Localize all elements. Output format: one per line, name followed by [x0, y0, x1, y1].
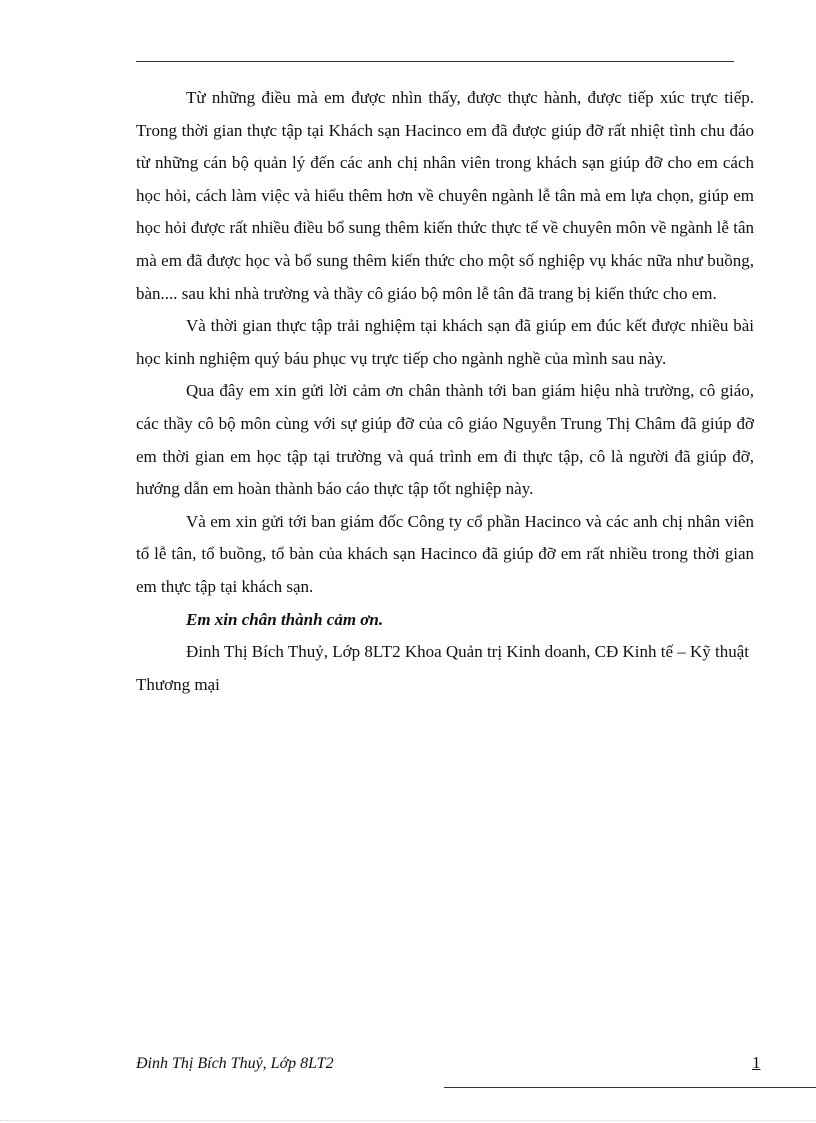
signature-line: Đinh Thị Bích Thuỷ, Lớp 8LT2 Khoa Quản trị Kinh doanh, CĐ Kinh tế – Kỹ thuật Thương mại [136, 642, 750, 694]
footer-rule [444, 1087, 816, 1088]
closing-line: Em xin chân thành cảm ơn. [186, 609, 384, 629]
paragraph-4: Và em xin gửi tới ban giám đốc Công ty cổ phần Hacinco và các anh chị nhân viên tổ lễ tân, tổ buồng, tổ bàn của khách sạn Hacinco đã giúp đỡ em rất nhiều trong thời gian em thực tập tại khách sạn. [136, 511, 754, 596]
footer-author: Đinh Thị Bích Thuỷ, Lớp 8LT2 [136, 1055, 334, 1072]
page-bottom-border [0, 1120, 816, 1121]
paragraph-2: Và thời gian thực tập trải nghiệm tại khách sạn đã giúp em đúc kết được nhiều bài học kinh nghiệm quý báu phục vụ trực tiếp cho ngành nghề của mình sau này. [136, 316, 754, 368]
paragraph-1: Từ những điều mà em được nhìn thấy, được thực hành, được tiếp xúc trực tiếp. Trong thời gian thực tập tại Khách sạn Hacinco em đã được giúp đỡ rất nhiệt tình chu đáo từ những cán bộ quản lý đến các anh chị nhân viên trong khách sạn giúp đỡ cho em cách học hỏi, cách làm việc và hiểu thêm hơn về chuyên ngành lễ tân mà em lựa chọn, giúp em học hỏi được rất nhiều điều bổ sung thêm kiến thức thực tế về chuyên môn về ngành lễ tân mà em đã được học và bổ sung thêm kiến thức cho một số nghiệp vụ khác nữa như buồng, bàn.... sau khi nhà trường và thầy cô giáo bộ môn lễ tân đã trang bị kiến thức cho em. [136, 88, 754, 303]
paragraph-3: Qua đây em xin gửi lời cảm ơn chân thành tới ban giám hiệu nhà trường, cô giáo, các thầy cô bộ môn cùng với sự giúp đỡ của cô giáo Nguyễn Trung Thị Châm đã giúp đỡ em thời gian em học tập tại trường và quá trình em đi thực tập, cô là người đã giúp đỡ, hướng dẫn em hoàn thành báo cáo thực tập tốt nghiệp này. [136, 381, 754, 499]
document-body [136, 82, 754, 701]
page-number: 1 [752, 1053, 761, 1072]
header-rule [136, 61, 734, 62]
